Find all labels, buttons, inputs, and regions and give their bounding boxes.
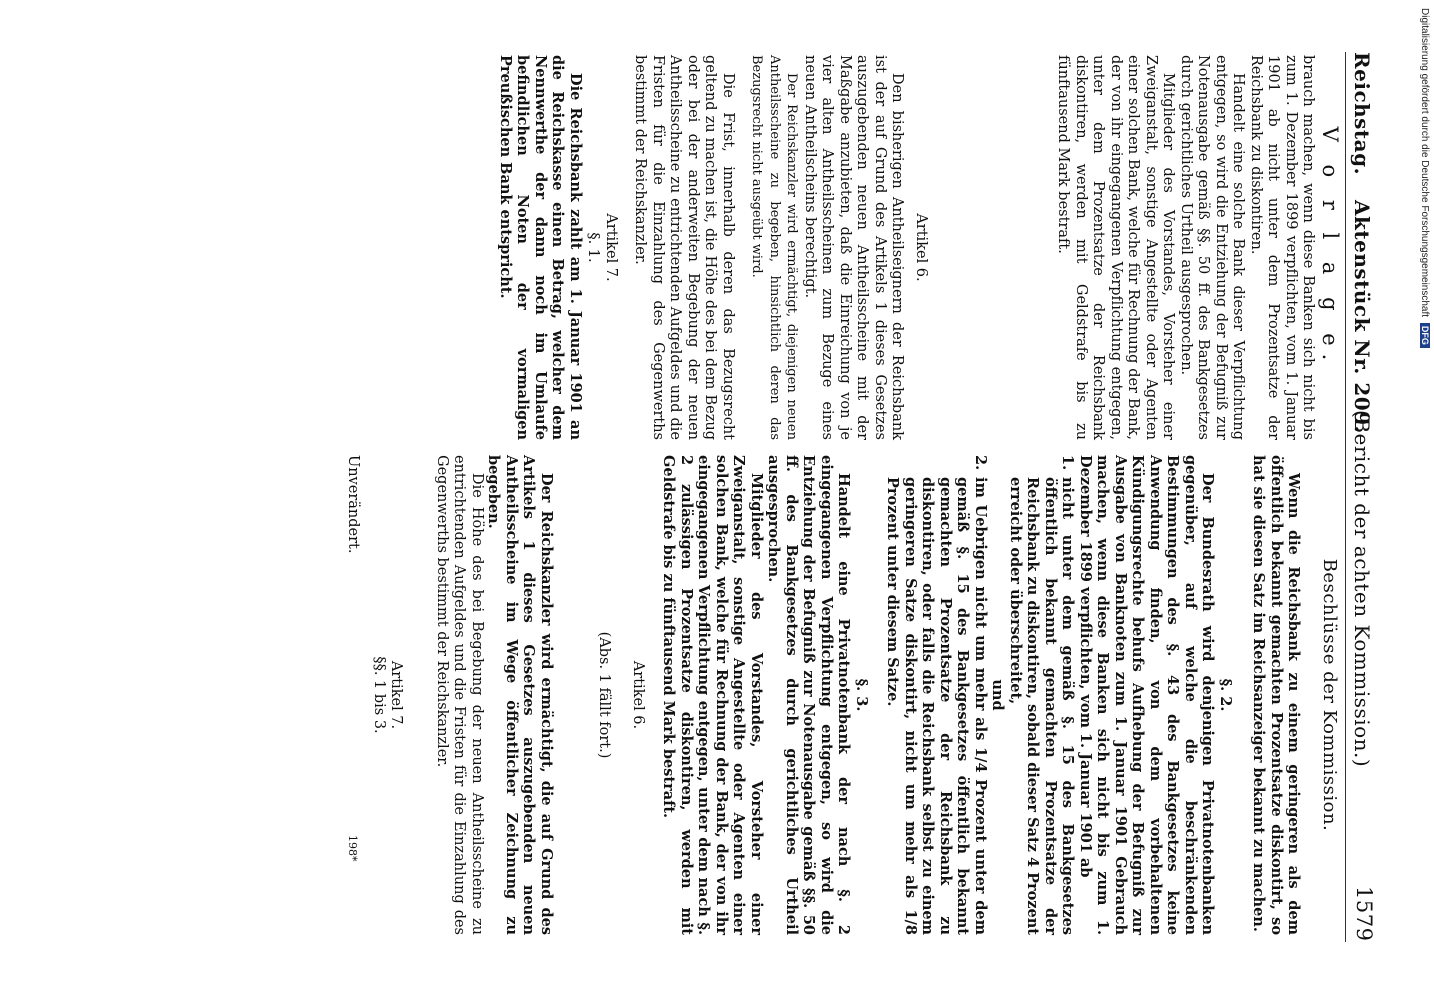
- header-rule: [1345, 52, 1346, 942]
- right-paragraph: Mitglieder des Vorstandes, Vorsteher einer Zweiganstalt, sonstige Angestellte oder Agenten einer solchen Bank, welche für Rechnung der Bank, der von ihr eingegangenen Verpflichtung entgegen, unter dem nach §. 2 zulässigen Prozentsatze diskontiren, werden mit Geldstrafe bis zu fünftausend Mark bestraft.: [660, 455, 765, 935]
- header-doc-number: Aktenstück Nr. 209.: [1350, 200, 1374, 434]
- kommission-title: Beschlüsse der Kommission.: [1319, 558, 1340, 832]
- right-artikel-7-heading: Artikel 7.: [388, 660, 405, 730]
- right-list-item-1: [1007, 455, 1077, 935]
- left-paragraph: Die Frist, innerhalb deren das Bezugsrecht geltend zu machen ist, die Höhe des bei dem Bezug oder bei der anderweiten Begebung der neuen Antheilsscheine zu entrichtenden Aufgeldes und die Fristen für die Einzahlung des Gegenwerths bestimmt der Reichskanzler.: [632, 55, 736, 440]
- right-paragraph: Wenn die Reichsbank zu einem geringeren als dem öffentlich bekannt gemachten Prozentsatze diskontirt, so hat sie diesen Satz im Reichsanzeiger bekannt zu machen.: [1250, 455, 1303, 935]
- list-number: 1.: [1059, 455, 1077, 471]
- list-text: nicht unter dem gemäß §. 15 des Bankgesetzes öffentlich bekannt gemachten Prozentsatze der Reichsbank zu diskontiren, sobald dieser Satz 4 Prozent erreicht oder überschreitet,: [1007, 477, 1077, 936]
- right-section-2: §. 2.: [1217, 678, 1234, 712]
- right-artikel-6-heading: Artikel 6.: [630, 660, 646, 730]
- right-section-3: §. 3.: [853, 678, 870, 712]
- right-paragraph: Der Bundesrath wird denjenigen Privatnotenbanken gegenüber, auf welche die beschränkenden Bestimmungen des §. 43 des Bankgesetzes keine Anwendung finden, von dem vorbehaltenen Kündigungsrechte behufs Aufhebung der Befugniß zur Ausgabe von Banknoten zum 1. Januar 1901 Gebrauch machen, wenn diese Banken sich nicht bis zum 1. Dezember 1899 verpflichten, vom 1. Januar 1901 ab: [1077, 455, 1217, 935]
- left-column: [1054, 55, 1342, 440]
- list-number: 2.: [972, 455, 989, 471]
- left-paragraph: Handelt eine solche Bank dieser Verpflichtung entgegen, so wird die Entziehung der Befugniß zur Notenausgabe gemäß §§. 50 ff. des Bankgesetzes durch gerichtliches Urtheil ausgesprochen.: [1178, 55, 1247, 440]
- header-reichstag: Reichstag.: [1350, 52, 1374, 176]
- signature-mark: 198*: [346, 835, 359, 862]
- right-section-1-3: §§. 1 bis 3.: [371, 656, 387, 734]
- left-paragraph: Mitglieder des Vorstandes, Vorsteher einer Zweiganstalt, sonstige Angestellte oder Agenten einer solchen Bank, welche für Rechnung der Bank, der von ihr eingegangenen Verpflichtung entgegen, unter dem Prozentsatze der Reichsbank diskontiren, werden mit Geldstrafe bis zu fünftausend Mark bestraft.: [1055, 55, 1177, 440]
- left-paragraph: Den bisherigen Antheilseignern der Reichsbank ist der auf Grund des Artikels 1 dieses Gesetzes auszugebenden neuen Antheilsscheine mit der Maßgabe anzubieten, daß die Einreichung von je vier alten Antheilsscheinen zum Bezuge eines neuen Antheilscheins berechtigt.: [802, 55, 906, 440]
- left-artikel-6-heading: Artikel 6.: [913, 213, 929, 282]
- left-section-1: §. 1.: [585, 232, 602, 263]
- digitization-text: Digitalisierung gefördert durch die Deutsche Forschungsgemeinschaft: [1419, 8, 1430, 318]
- digitization-note: [1419, 8, 1430, 348]
- left-paragraph: Der Reichskanzler wird ermächtigt, diejenigen neuen Antheilsscheine zu begeben, hinsichtlich deren das Bezugsrecht nicht ausgeübt wird.: [749, 55, 800, 440]
- right-column: [344, 455, 1338, 935]
- left-column-lower: [497, 55, 930, 440]
- left-artikel-7-heading: Artikel 7.: [603, 213, 619, 282]
- left-paragraph: brauch machen, wenn diese Banken sich nicht bis zum 1. Dezember 1899 verpflichten, vom 1. Januar 1901 ab nicht unter dem Prozentsatze der Reichsbank zu diskontiren.: [1248, 55, 1317, 440]
- left-paragraph: Die Reichsbank zahlt am 1. Januar 1901 an die Reichskasse einen Betrag, welcher dem Nennwerthe der dann noch im Umlaufe befindlichen Noten der vormaligen Preußischen Bank entspricht.: [497, 55, 584, 440]
- right-und: und: [989, 679, 1007, 711]
- list-text: im Uebrigen nicht um mehr als 1/4 Prozent unter dem gemäß §. 15 des Bankgesetzes öffentlich bekannt gemachten Prozentsatze der Reichsbank zu diskontiren, oder falls die Reichsbank selbst zu einem geringeren Satze diskontirt, nicht um mehr als 1/8 Prozent unter diesem Satze.: [884, 477, 989, 935]
- right-unchanged: Unverändert.: [345, 455, 362, 554]
- right-paragraph: Handelt eine Privatnotenbank der nach §. 2 eingegangenen Verpflichtung entgegen, so wird die Entziehung der Befugniß zur Notenausgabe gemäß §§. 50 ff. des Bankgesetzes durch gerichtliches Urtheil ausgesprochen.: [765, 455, 853, 935]
- header-report-title: (Bericht der achten Kommission.): [1350, 410, 1374, 768]
- right-list-item-2: [884, 455, 989, 935]
- right-paragraph: Der Reichskanzler wird ermächtigt, die auf Grund des Artikels 1 dieses Gesetzes auszugebenden neuen Antheilsscheine im Wege öffentlicher Zeichnung zu begeben.: [485, 455, 555, 935]
- right-artikel-6-note: (Abs. 1 fällt fort.): [596, 631, 613, 759]
- dfg-logo-icon: DFG: [1420, 323, 1430, 348]
- right-paragraph: Die Höhe des bei Begebung der neuen Antheilsscheine zu entrichtenden Aufgeldes und die Fristen für die Einzahlung des Gegenwerths bestimmt der Reichskanzler.: [434, 455, 485, 935]
- page-number: 1579: [1352, 886, 1376, 942]
- vorlage-title: V o r l a g e.: [1318, 126, 1342, 369]
